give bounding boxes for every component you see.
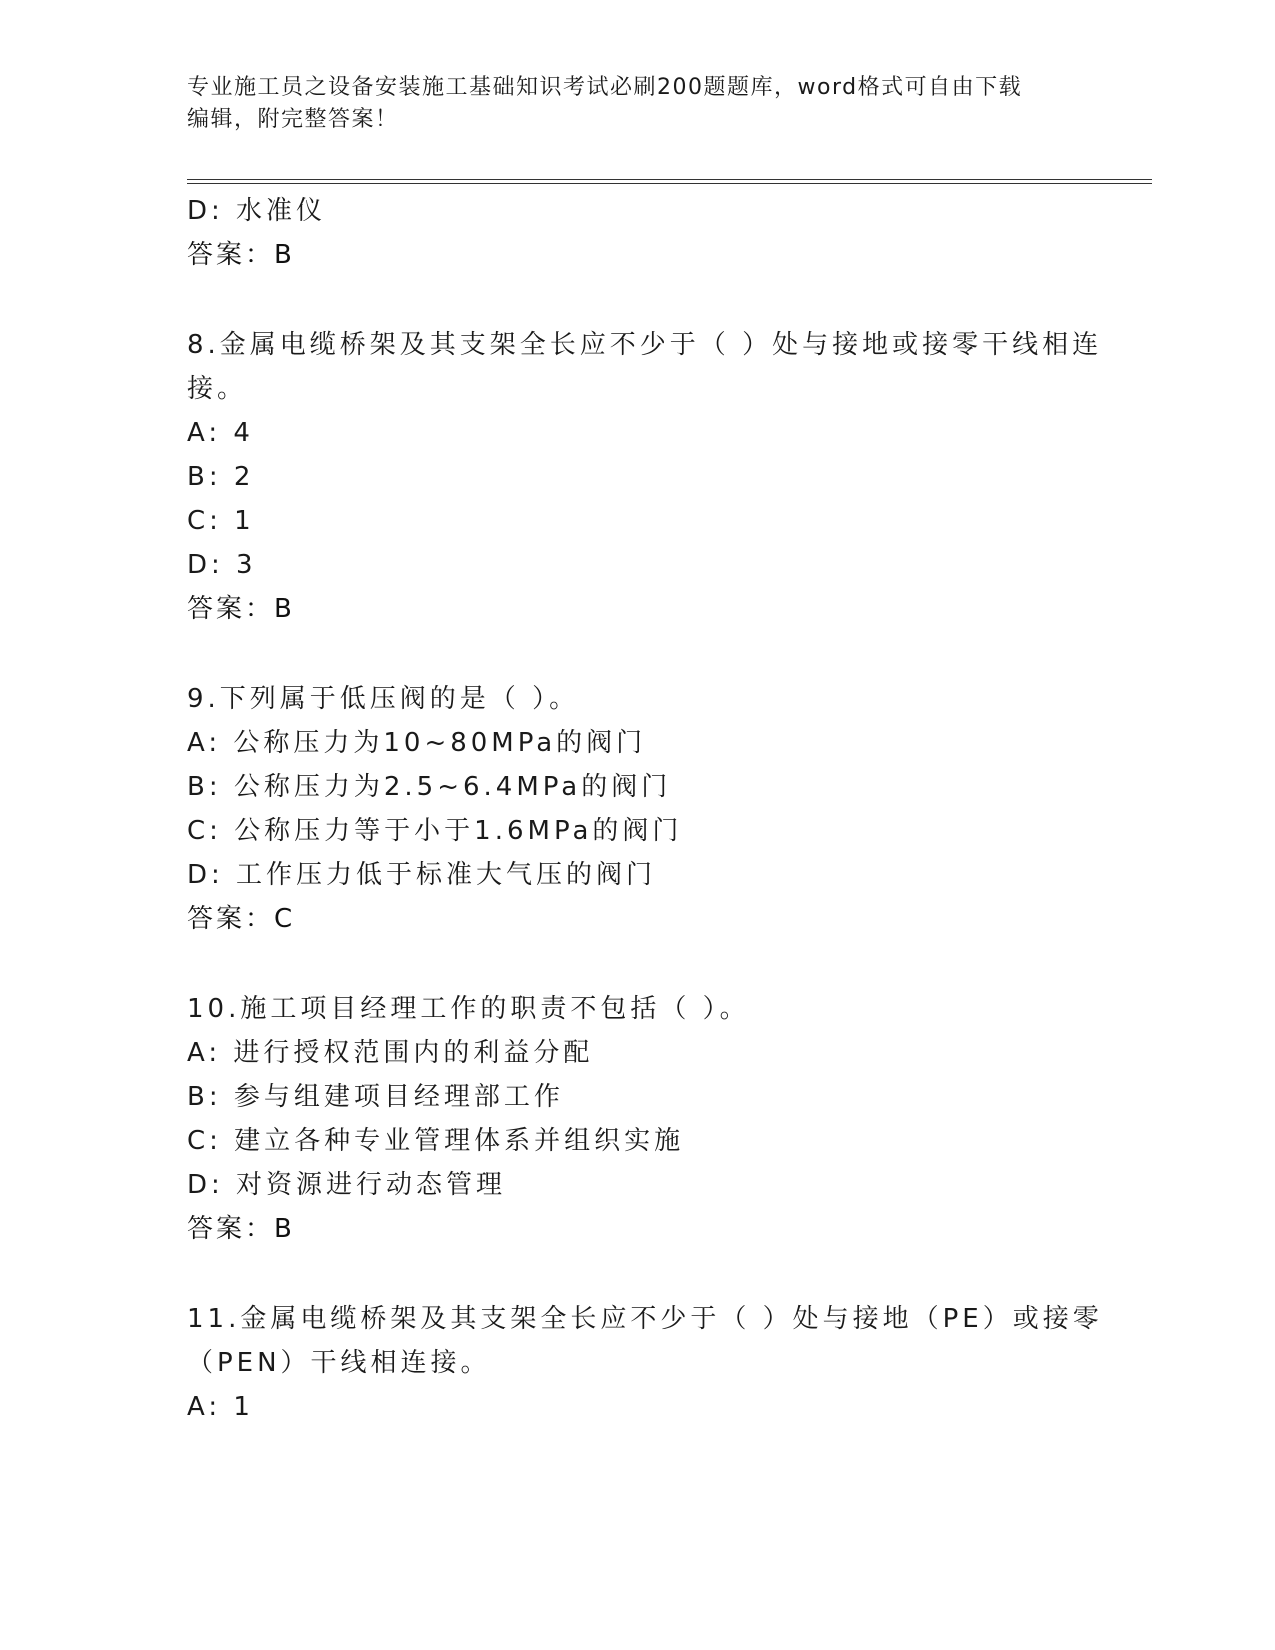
- q11-stem-line-2: （PEN）干线相连接。: [187, 1348, 491, 1378]
- q10-option-a: A: 进行授权范围内的利益分配: [187, 1038, 594, 1068]
- document-header: [187, 72, 1087, 136]
- q9-option-c: C: 公称压力等于小于1.6MPa的阀门: [187, 816, 683, 846]
- q10-option-d: D: 对资源进行动态管理: [187, 1170, 507, 1200]
- q9-answer: 答案：C: [187, 904, 296, 934]
- q8-stem-line-1: 8.金属电缆桥架及其支架全长应不少于（ ）处与接地或接零干线相连: [187, 330, 1103, 360]
- q8-stem-line-2: 接。: [187, 374, 248, 404]
- q8-option-b: B: 2: [187, 462, 255, 492]
- q8-option-d: D: 3: [187, 550, 257, 580]
- q10-stem: 10.施工项目经理工作的职责不包括（ ）。: [187, 994, 750, 1024]
- q10-answer: 答案：B: [187, 1214, 295, 1244]
- header-divider-top: [187, 179, 1152, 180]
- header-title-line-2: 编辑，附完整答案！: [187, 107, 399, 132]
- header-divider-bottom: [187, 183, 1152, 184]
- q8-option-c: C: 1: [187, 506, 255, 536]
- q7-answer: 答案：B: [187, 240, 295, 270]
- q8-option-a: A: 4: [187, 418, 254, 448]
- q9-option-b: B: 公称压力为2.5~6.4MPa的阀门: [187, 772, 672, 802]
- q10-option-c: C: 建立各种专业管理体系并组织实施: [187, 1126, 685, 1156]
- q9-stem: 9.下列属于低压阀的是（ ）。: [187, 684, 580, 714]
- q8-answer: 答案：B: [187, 594, 295, 624]
- q11-stem-line-1: 11.金属电缆桥架及其支架全长应不少于（ ）处与接地（PE）或接零: [187, 1304, 1103, 1334]
- q10-option-b: B: 参与组建项目经理部工作: [187, 1082, 564, 1112]
- q11-option-a: A: 1: [187, 1392, 254, 1422]
- header-title-line-1: 专业施工员之设备安装施工基础知识考试必刷200题题库，word格式可自由下载: [187, 75, 1023, 100]
- q9-option-d: D: 工作压力低于标准大气压的阀门: [187, 860, 657, 890]
- q7-option-d: D: 水准仪: [187, 196, 327, 226]
- q9-option-a: A: 公称压力为10~80MPa的阀门: [187, 728, 647, 758]
